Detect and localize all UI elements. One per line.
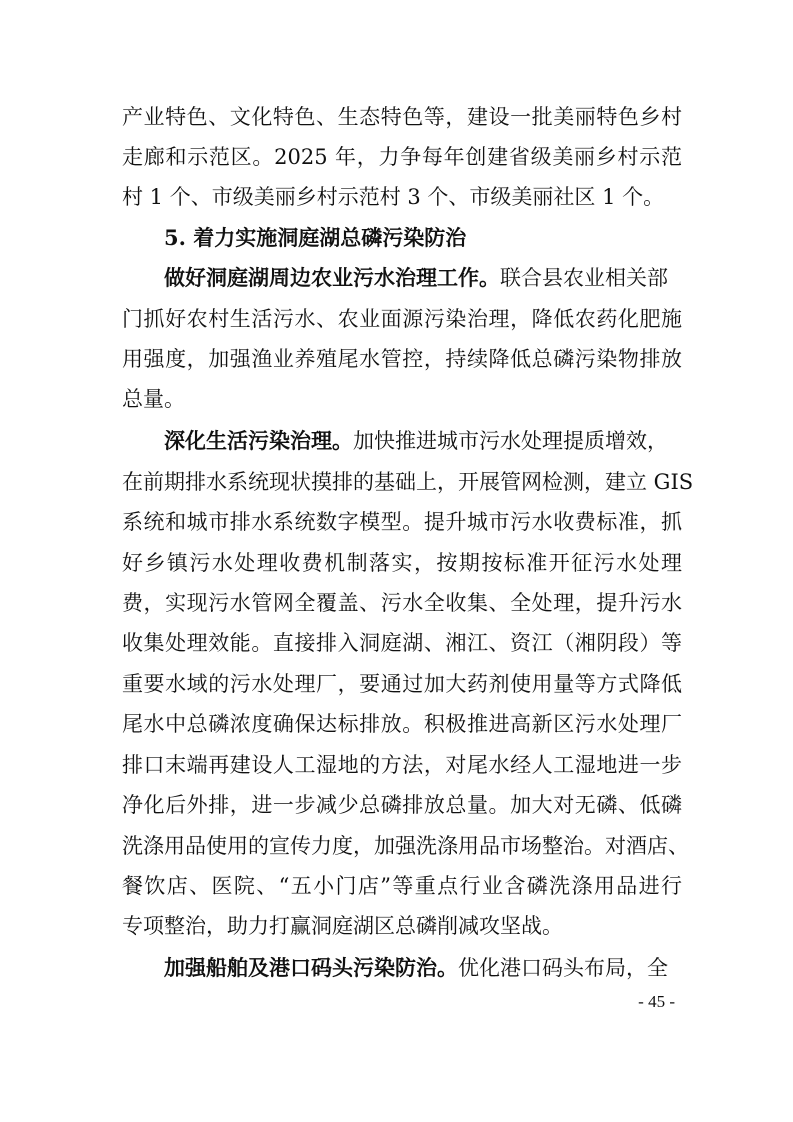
page-number: - 45 - xyxy=(638,992,675,1011)
body-text-line: 村 1 个、市级美丽乡村示范村 3 个、市级美丽社区 1 个。 xyxy=(122,185,665,209)
body-text-line: 排口末端再建设人工湿地的方法，对尾水经人工湿地进一步 xyxy=(122,753,682,777)
body-text-line: 门抓好农村生活污水、农业面源污染治理，降低农药化肥施 xyxy=(122,307,682,331)
paragraph-lead: 做好洞庭湖周边农业污水治理工作。 xyxy=(164,265,500,290)
paragraph-text: 优化港口码头布局，全 xyxy=(458,956,668,980)
section-heading: 5. 着力实施洞庭湖总磷污染防治 xyxy=(164,225,467,250)
body-text-line: 走廊和示范区。2025 年，力争每年创建省级美丽乡村示范 xyxy=(122,145,682,169)
body-text-line: 收集处理效能。直接排入洞庭湖、湘江、资江（湘阴段）等 xyxy=(122,631,682,655)
body-text-line: 费，实现污水管网全覆盖、污水全收集、全处理，提升污水 xyxy=(122,591,682,615)
paragraph-line xyxy=(164,421,682,461)
body-text-line: 净化后外排，进一步减少总磷排放总量。加大对无磷、低磷 xyxy=(122,793,682,817)
body-text-line: 尾水中总磷浓度确保达标排放。积极推进高新区污水处理厂 xyxy=(122,712,682,736)
paragraph-lead: 深化生活污染治理。 xyxy=(164,428,353,453)
paragraph-text: 加快推进城市污水处理提质增效， xyxy=(353,429,668,453)
body-text-line: 洗涤用品使用的宣传力度，加强洗涤用品市场整治。对酒店、 xyxy=(122,834,689,858)
body-text-line: 系统和城市排水系统数字模型。提升城市污水收费标准，抓 xyxy=(122,510,682,534)
body-text-line: 产业特色、文化特色、生态特色等，建设一批美丽特色乡村 xyxy=(122,105,682,129)
body-text-line: 在前期排水系统现状摸排的基础上，开展管网检测，建立 GIS xyxy=(122,470,694,494)
paragraph-line xyxy=(164,948,682,988)
body-text-line: 重要水域的污水处理厂，要通过加大药剂使用量等方式降低 xyxy=(122,672,682,696)
paragraph-text: 联合县农业相关部 xyxy=(500,266,668,290)
body-text-line: 好乡镇污水处理收费机制落实，按期按标准开征污水处理 xyxy=(122,551,682,575)
body-text-line: 总量。 xyxy=(122,387,185,411)
body-text-line: 餐饮店、医院、“五小门店”等重点行业含磷洗涤用品进行 xyxy=(122,874,682,898)
body-text-line: 用强度，加强渔业养殖尾水管控，持续降低总磷污染物排放 xyxy=(122,347,682,371)
paragraph-lead: 加强船舶及港口码头污染防治。 xyxy=(164,955,458,980)
paragraph-line xyxy=(164,258,682,298)
body-text-line: 专项整治，助力打赢洞庭湖区总磷削减攻坚战。 xyxy=(122,914,563,938)
